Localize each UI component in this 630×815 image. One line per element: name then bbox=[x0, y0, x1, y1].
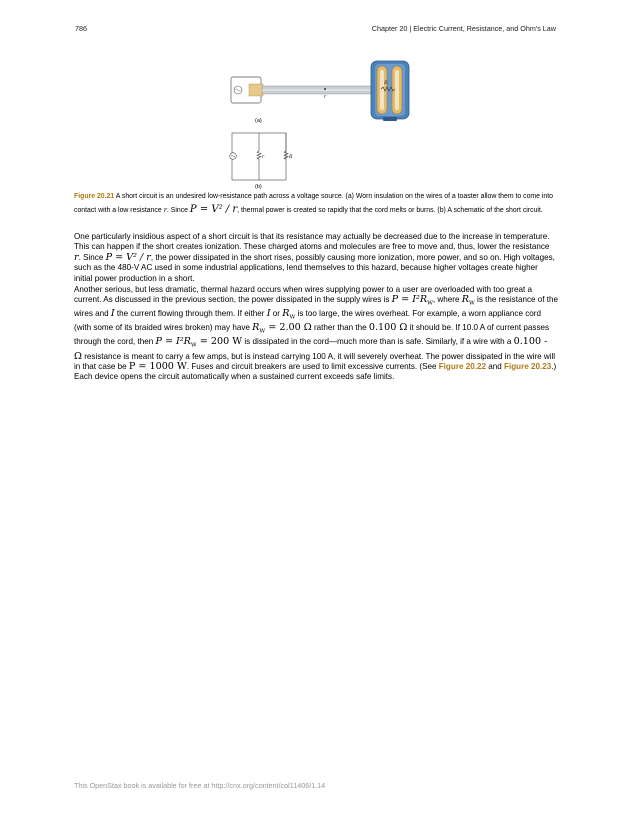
label-r-a: r bbox=[324, 95, 327, 100]
label-b: (b) bbox=[255, 184, 262, 190]
body-text bbox=[74, 232, 558, 384]
page-number: 786 bbox=[75, 24, 87, 33]
label-R-a: R bbox=[384, 80, 388, 86]
chapter-title: Chapter 20 | Electric Current, Resistance, and Ohm's Law bbox=[371, 24, 556, 33]
figure-20-21 bbox=[0, 0, 630, 200]
link-figure-20-22[interactable]: Figure 20.22 bbox=[438, 361, 486, 371]
label-R-b: R bbox=[289, 155, 293, 160]
resistor-r bbox=[257, 151, 261, 159]
paragraph-1: One particularly insidious aspect of a short circuit is that its resistance may actually be decreased due to the increase in temperature. This can happen if the short creates ionization. These charged atoms and molecules are free to move and, thus, lower the resistance r. Since P = V² / r, the power dissipated in the short rises, possibly causing more ionization, more power, and so on. High voltages, such as the 480-V AC used in some industrial applications, lend themselves to this hazard, because higher voltages create higher initial power production in a short. bbox=[74, 232, 555, 283]
paragraph-2: Another serious, but less dramatic, thermal hazard occurs when wires supplying power to a user are overloaded with too great a current. As discussed in the previous section, the power dissipated in the supply wires is $P = I^2R_W$, where $R_W$ is the resistance of the wires and I the current flowing through them. If either I or $R_W$ is too large, the wires overheat. For example, a worn appliance cord (with some of its braided wires broken) may have $R_W = 2.00$ Ω rather than the 0.100 Ω it should be. If 10.0 A of current passes through the cord, then $P = I^2R_W = 200$ W is dissipated in the cord—much more than is safe. Similarly, if a wire with a 0.100 - Ω resistance is meant to carry a few amps, but is instead carrying 100 A, it will severely overheat. The power dissipated in the wire will in that case be P = 1000 W. Fuses and circuit breakers are used to limit excessive currents. (See Figure 20.22 and Figure 20.23.) Each device opens the circuit automatically when a sustained current exceeds safe limits. bbox=[74, 285, 558, 382]
link-figure-20-23[interactable]: Figure 20.23 bbox=[504, 361, 552, 371]
caption-label: Figure 20.21 bbox=[74, 193, 115, 200]
plug bbox=[249, 84, 263, 96]
figure-caption: Figure 20.21 A short circuit is an undesired low-resistance path across a voltage source. (a) Worn insulation on the wires of a toaster allow them to come into contact with a low resistance r. Since P = V² / r, thermal power is created so rapidly that the cord melts or burns. (b) A schematic of the short circuit. bbox=[74, 193, 554, 215]
label-r-b: r bbox=[262, 155, 265, 160]
footer-note: This OpenStax book is available for free at http://cnx.org/content/col11406/1.14 bbox=[74, 781, 326, 790]
label-a: (a) bbox=[255, 118, 262, 124]
